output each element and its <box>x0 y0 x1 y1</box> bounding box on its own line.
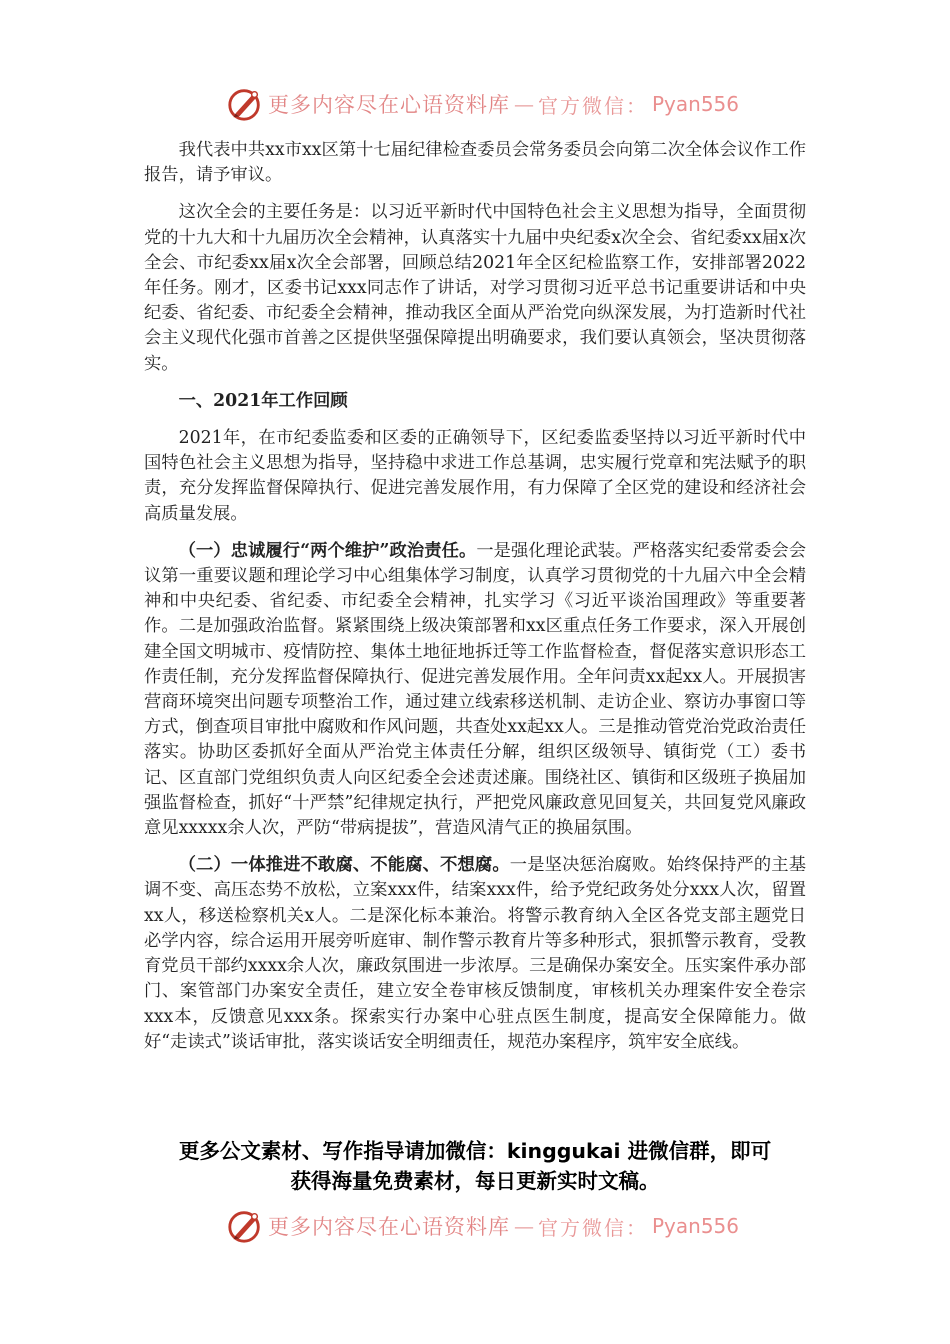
pen-logo-icon <box>226 85 264 123</box>
paragraph-tasks: 这次全会的主要任务是：以习近平新时代中国特色社会主义思想为指导，全面贯彻党的十九大和十九届历次全会精神，认真落实十九届中央纪委x次全会、省纪委xx届x次全会、市纪委xx届x次全会部署，回顾总结2021年全区纪检监察工作，安排部署2022年任务。刚才，区委书记xxx同志作了讲话，对学习贯彻习近平总书记重要讲话和中央纪委、省纪委、市纪委全会精神，推动我区全面从严治党向纵深发展，为打造新时代社会主义现代化强市首善之区提供坚强保障提出明确要求，我们要认真领会，坚决贯彻落实。 <box>144 202 806 374</box>
text-anti-corruption: 一是坚决惩治腐败。始终保持严的主基调不变、高压态势不放松，立案xxx件，结案xxx件，给予党纪政务处分xxx人次，留置xx人，移送检察机关x人。二是深化标本兼治。将警示教育纳入全区各党支部主题党日必学内容，综合运用开展旁听庭审、制作警示教育片等多种形式，狠抓警示教育，受教育党员干部约xxxx余人次，廉政氛围进一步浓厚。三是确保办案安全。压实案件承办部门、案管部门办案安全责任，建立安全卷审核反馈制度，审核机关办理案件安全卷宗xxx本，反馈意见xxx条。探索实行办案中心驻点医生制度，提高安全保障能力。做好“走读式”谈话审批，落实谈话安全明细责任，规范办案程序，筑牢安全底线。 <box>144 855 806 1052</box>
footer-banner <box>226 1206 739 1246</box>
subheading-political-duty: （一）忠诚履行“两个维护”政治责任。 <box>178 540 477 561</box>
pen-logo-icon <box>226 1207 264 1245</box>
promo-notice <box>120 1136 830 1196</box>
banner-wechat-label: 官方微信： <box>538 1215 648 1240</box>
report-body <box>144 138 806 1067</box>
paragraph-review: 2021年，在市纪委监委和区委的正确领导下，区纪委监委坚持以习近平新时代中国特色社会主义思想为指导，坚持稳中求进工作总基调，忠实履行党章和宪法赋予的职责，充分发挥监督保障执行、促进完善发展作用，有力保障了全区党的建设和经济社会高质量发展。 <box>144 428 806 524</box>
banner-wechat-id: Pyan556 <box>652 92 740 116</box>
paragraph-anti-corruption <box>144 853 806 1055</box>
section-heading: 一、2021年工作回顾 <box>178 390 348 411</box>
subheading-anti-corruption: （二）一体推进不敢腐、不能腐、不想腐。 <box>178 855 510 876</box>
banner-separator: — <box>514 92 534 116</box>
paragraph-political-duty <box>144 539 806 841</box>
text-political-duty: 一是强化理论武装。严格落实纪委常委会会议第一重要议题和理论学习中心组集体学习制度，认真学习贯彻党的十九届六中全会精神和中央纪委、省纪委、市纪委全会精神，扎实学习《习近平谈治国理政》等重要著作。二是加强政治监督。紧紧围绕上级决策部署和xx区重点任务工作要求，深入开展创建全国文明城市、疫情防控、集体土地征地拆迁等工作监督检查，督促落实意识形态工作责任制，充分发挥监督保障执行、促进完善发展作用。全年问责xx起xx人。开展损害营商环境突出问题专项整治工作，通过建立线索移送机制、走访企业、察访办事窗口等方式，倒查项目审批中腐败和作风问题，共查处xx起xx人。三是推动管党治党政治责任落实。协助区委抓好全面从严治党主体责任分解，组织区级领导、镇街党（工）委书记、区直部门党组织负责人向区纪委全会述责述廉。围绕社区、镇街和区级班子换届加强监督检查，抓好“十严禁”纪律规定执行，严把党风廉政意见回复关，共回复党风廉政意见xxxxx余人次，严防“带病提拔”，营造风清气正的换届氛围。 <box>144 540 806 839</box>
banner-text: 更多内容尽在心语资料库 <box>268 93 510 117</box>
promo-line-2: 获得海量免费素材，每日更新实时文稿。 <box>290 1169 660 1193</box>
header-banner <box>226 84 739 124</box>
banner-separator: — <box>514 1214 534 1238</box>
banner-wechat-label: 官方微信： <box>538 93 648 118</box>
banner-text: 更多内容尽在心语资料库 <box>268 1215 510 1239</box>
paragraph-intro: 我代表中共xx市xx区第十七届纪律检查委员会常务委员会向第二次全体会议作工作报告，请予审议。 <box>144 140 806 186</box>
banner-wechat-id: Pyan556 <box>652 1214 740 1238</box>
promo-line-1: 更多公文素材、写作指导请加微信：kinggukai 进微信群，即可 <box>178 1139 772 1163</box>
